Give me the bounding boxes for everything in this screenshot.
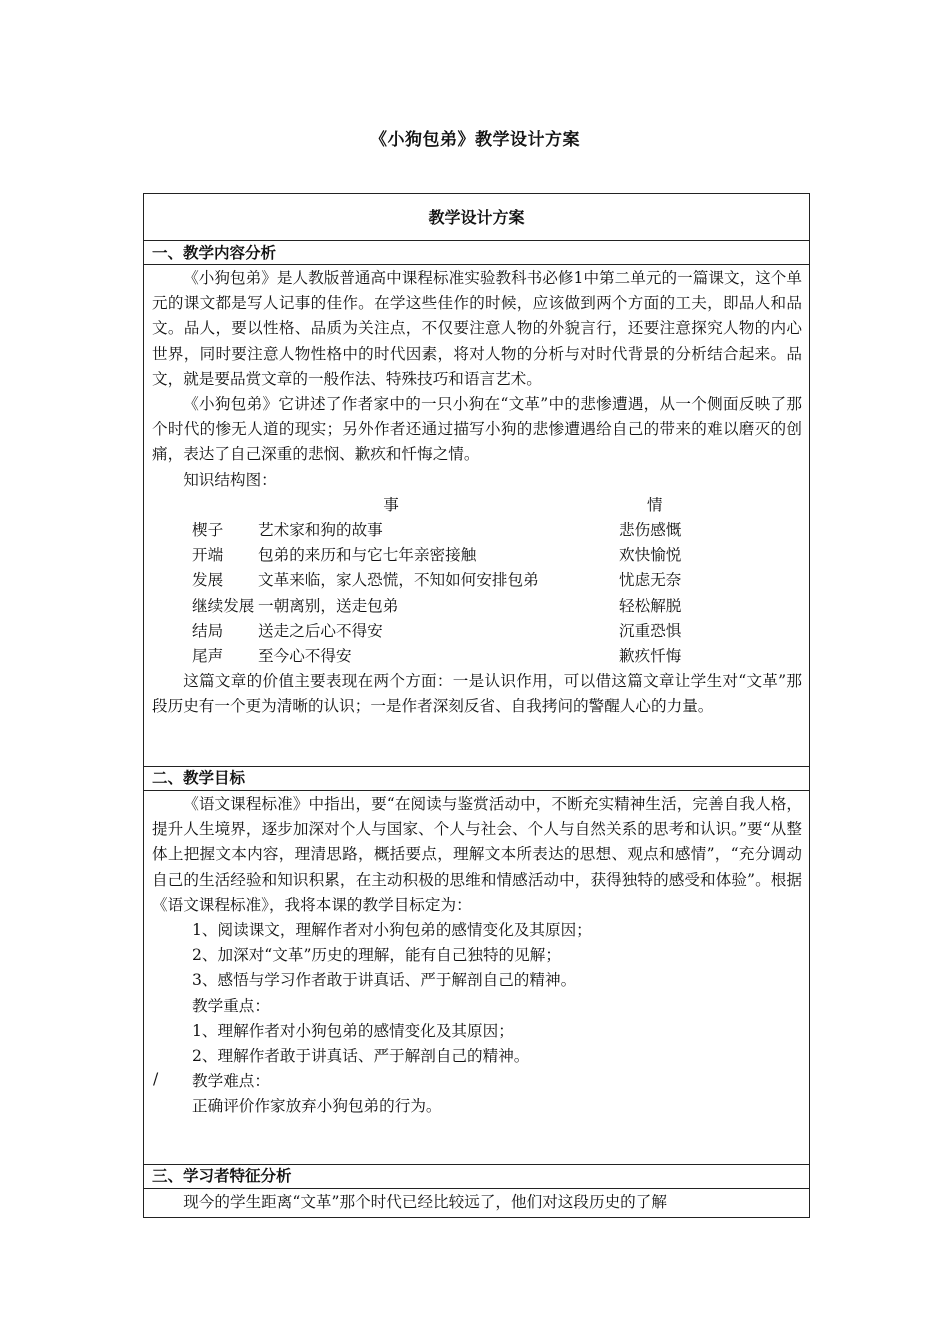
section-heading-learner-analysis: 三、学习者特征分析 (152, 1167, 292, 1185)
structure-emotion: 沉重恐惧 (619, 621, 682, 640)
knowledge-structure (152, 493, 802, 669)
paragraph: 《小狗包弟》它讲述了作者家中的一只小狗在“文革”中的悲惨遭遇，从一个侧面反映了那个时代的惨无人道的现实；另外作者还通过描写小狗的悲惨遭遇给自己的带来的难以磨灭的创痛，表达了自己深重的悲悯、歉疚和忏悔之情。 (152, 395, 802, 464)
difficulty-item: 正确评价作家放弃小狗包弟的行为。 (192, 1097, 442, 1116)
table-title: 教学设计方案 (428, 208, 525, 227)
goal-item: 1、阅读课文，理解作者对小狗包弟的感情变化及其原因； (192, 921, 592, 940)
document-title: 《小狗包弟》教学设计方案 (370, 130, 580, 150)
structure-event: 送走之后心不得安 (258, 621, 383, 640)
structure-stage: 楔子 (192, 521, 224, 540)
structure-event: 至今心不得安 (258, 646, 352, 665)
structure-stage: 发展 (192, 571, 224, 590)
structure-emotion: 忧虑无奈 (619, 571, 682, 590)
structure-row (152, 619, 802, 644)
section-content-analysis-body (144, 266, 809, 720)
structure-event: 文革来临，家人恐慌，不知如何安排包弟 (258, 571, 539, 590)
structure-emotion: 欢快愉悦 (619, 546, 682, 565)
structure-stage: 继续发展 (192, 596, 255, 615)
section-heading-teaching-goals: 二、教学目标 (152, 769, 246, 787)
structure-row (152, 594, 802, 619)
structure-stage: 尾声 (192, 646, 224, 665)
structure-event: 艺术家和狗的故事 (258, 521, 383, 540)
goal-item: 2、加深对“文革”历史的理解，能有自己独特的见解； (192, 946, 561, 965)
structure-header (152, 493, 802, 518)
paragraph: 《语文课程标准》中指出，要“在阅读与鉴赏活动中，不断充实精神生活，完善自我人格，提升人生境界，逐步加深对个人与国家、个人与社会、个人与自然关系的思考和认识。”要“从整体上把握文本内容，理清思路，概括要点，理解文本所表达的思想、观点和感情”，“充分调动自己的生活经验和知识积累，在主动积极的思维和情感活动中，获得独特的感受和体验”。根据《语文课程标准》，我将本课的教学目标定为： (152, 795, 802, 914)
design-table (143, 193, 810, 1218)
difficulty-label: 教学难点： (192, 1072, 270, 1091)
structure-stage: 开端 (192, 546, 224, 565)
key-point-item: 2、理解作者敢于讲真话、严于解剖自己的精神。 (192, 1047, 530, 1066)
structure-stage: 结局 (192, 621, 224, 640)
section-heading-content-analysis: 一、教学内容分析 (152, 244, 277, 262)
paragraph: 这篇文章的价值主要表现在两个方面：一是认识作用，可以借这篇文章让学生对“文革”那段历史有一个更为清晰的认识；一是作者深刻反省、自我拷问的警醒人心的力量。 (152, 672, 802, 716)
structure-header-emotion: 情 (647, 495, 663, 514)
structure-row (152, 568, 802, 593)
section-learner-analysis-body (144, 1190, 809, 1215)
structure-header-event: 事 (383, 495, 399, 514)
paragraph: 《小狗包弟》是人教版普通高中课程标准实验教科书必修1中第二单元的一篇课文，这个单元的课文都是写人记事的佳作。在学这些佳作的时候，应该做到两个方面的工夫，即品人和品文。品人，要以性格、品质为关注点，不仅要注意人物的外貌言行，还要注意探究人物的内心世界，同时要注意人物性格中的时代因素，将对人物的分析与对时代背景的分析结合起来。品文，就是要品赏文章的一般作法、特殊技巧和语言艺术。 (152, 269, 802, 388)
paragraph: 现今的学生距离“文革”那个时代已经比较远了，他们对这段历史的了解 (183, 1193, 667, 1211)
divider (144, 790, 809, 791)
structure-row (152, 543, 802, 568)
key-point-item: 1、理解作者对小狗包弟的感情变化及其原因； (192, 1021, 514, 1040)
structure-event: 包弟的来历和与它七年亲密接触 (258, 546, 477, 565)
structure-emotion: 歉疚忏悔 (619, 646, 682, 665)
section-teaching-goals-body (144, 792, 809, 1120)
structure-label: 知识结构图： (183, 470, 277, 489)
divider (144, 264, 809, 265)
structure-row (152, 518, 802, 543)
margin-slash-mark: / (153, 1070, 159, 1088)
structure-event: 一朝离别，送走包弟 (258, 596, 399, 615)
divider (144, 1188, 809, 1189)
structure-emotion: 悲伤感慨 (619, 521, 682, 540)
structure-row (152, 644, 802, 669)
goal-item: 3、感悟与学习作者敢于讲真话、严于解剖自己的精神。 (192, 971, 577, 990)
structure-emotion: 轻松解脱 (619, 596, 682, 615)
key-points-label: 教学重点： (192, 996, 270, 1015)
